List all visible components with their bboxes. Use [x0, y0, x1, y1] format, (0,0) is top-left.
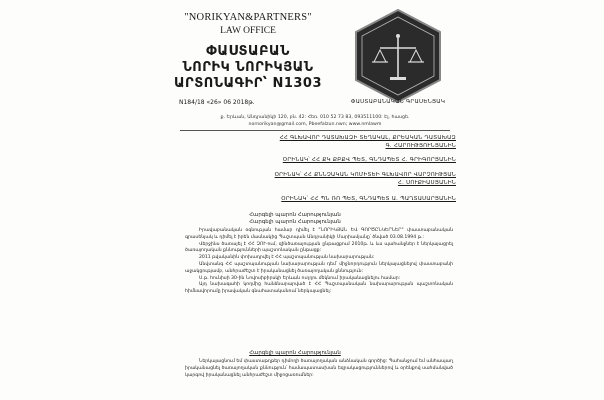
header-divider [180, 130, 450, 131]
firm-subtitle: LAW OFFICE [220, 26, 276, 36]
addressee-line: ՕՐԻՆԱԿ՝ ՀՀ ՔՆՆՉԱԿԱՆ ԿՈՄԻՏԵԻ ԳԼԽԱՎՈՐ ՎԱՐՉՈՒԹՅԱՆ [274, 172, 456, 178]
letter-body [185, 228, 453, 296]
body-paragraph: Անվտանգ ՀՀ պաշտպանության նախարարության դեմ՝ միջնորդություն ներկայացնելով փաստաբանի աջակցությամբ, անհրաժեշտ է իրականացնել ծառայողական քննություն: [185, 261, 453, 274]
firm-name: "NORIKYAN&PARTNERS" [184, 12, 312, 23]
salutation-secondary: Հարգելի պարոն Հարությունյան [249, 219, 341, 225]
body-paragraph: Իրավաբանական օգնության համար դիմել է "ՆՈՐԻԿՅԱՆ ԵՎ ԳՈՐԾԸՆԿԵՐՆԵՐ" փաստաբանական գրասենյակ և դիմել է իրեն մասնակից Պաշտպան Անդրանիկի Մարիամյանը՝ ծնված 03.08.1994 թ.: [185, 228, 453, 240]
heading-license: ԱՐՏՈՆԱԳԻՐ՝ N1303 [173, 76, 323, 91]
body-paragraph: Վերջինս ծառայել է ՀՀ ԶՈՒ-ում, զինծառայության ընթացքում 2010թ. և ևս պահանջներ է ներկայացրել ծառայողական քննությունների պաշտոնական ընթացք: [185, 241, 453, 254]
addressee-line: ՕՐԻՆԱԿ՝ ՀՀ ՔԿ ՔԲՔՎ ՊԵՏ, ԳՆԴԱՊԵՏ Հ. ԳՐԻԳՈՐՅԱՆԻՆ [282, 157, 456, 163]
addressee-line: Գ. ՀԱՐՈՒԹՅՈՒՆՅԱՆԻՆ [385, 143, 456, 149]
heading-lawyer-name: ՆՈՐԻԿ ՆՈՐԻԿՅԱՆ [182, 60, 314, 75]
addressee-line: ՀՀ ԳԼԽԱՎՈՐ ԴԱՏԱԽԱԶԻ ՏԵՂԱԿԱԼ, ՔՐԵԱԿԱՆ ԴԱՏԱԽԱԶ [279, 135, 456, 141]
salutation: Հարգելի պարոն Հարությունյան [249, 212, 341, 218]
section-heading: Հարգելի պարոն Հարությունյան [249, 350, 341, 356]
addressee-line: Հ. ՍՈՒՔԻԱՍՅԱՆԻՆ [397, 180, 456, 186]
contact-line: nornorikyan@gmail.com, Pbeefalzun.nwn; www.nmlawm [248, 122, 382, 127]
logo-caption: ՓԱՍՏԱԲԱՆԱԿԱՆ ԳՐԱՍԵՆՅԱԿ [350, 99, 446, 105]
address-line: ք. Երևան, Անդրանիկի 120, բն. 42: Հեռ. 010 52 73 83, 093511100: Էլ. հասցե. [220, 115, 410, 120]
body-paragraph: Ներկայացնում եմ փաստաթղթեր դիմողի ծառայողական անձնական գործից: Պահանջում եմ անհապաղ իրականացնել ծառայողական քննություն՝ համապատասխան եզրակացություններով և օրենքով սահմանված կարգով իրականացնել անհրաժեշտ միջոցառումներ: [185, 359, 453, 378]
addressee-line: ՕՐԻՆԱԿ՝ ՀՀ ՊՆ ՌՈ ՊԵՏ, ԳՆԴԱՊԵՏ Ա. ՊԱՂՏԱՍԱՐՅԱՆԻՆ [281, 196, 456, 202]
law-office-logo [344, 8, 452, 104]
body-paragraph: Այդ նախագահի կողմից հանձնարարված է ՀՀ Պաշտպանական նախարարության պաշտոնական հիմնավորումը իրավական գնահատականում ներկայացնել: [185, 282, 453, 295]
reference-number: N184/18 «26» 06 2018թ. [179, 99, 255, 106]
letter-body-continued [185, 359, 453, 379]
body-paragraph: Ս.թ. հունիսի 30-ին Նովոսիբիրսկի Երևան ուղղու մեկնում իրականացնելու համար: [199, 275, 401, 281]
heading-advocate: ՓԱՍՏԱԲԱՆ [206, 44, 290, 59]
body-paragraph: 2011 թվականին փոխադրվել է ՀՀ պաշտպանության նախարարության: [199, 255, 375, 261]
